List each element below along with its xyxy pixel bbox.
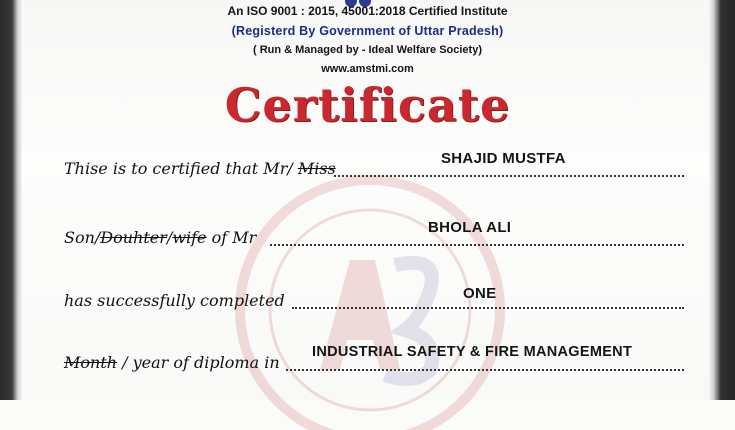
name-dotted-line: [334, 175, 684, 177]
managed-by-line: ( Run & Managed by - Ideal Welfare Society): [252, 44, 482, 56]
website-line: www.amstmi.com: [321, 63, 414, 75]
left-border: [0, 0, 22, 400]
completed-label: has successfully completed: [64, 291, 285, 310]
certificate-title: Certificate: [224, 78, 511, 132]
parent-label: Son/Douhter/wife of Mr: [64, 228, 257, 247]
completed-dotted-line: [292, 307, 684, 309]
parent-dotted-line: [270, 244, 684, 246]
diploma-label: Month / year of diploma in: [64, 353, 280, 372]
name-value: SHAJID MUSTFA: [441, 150, 566, 167]
certification-line: An ISO 9001 : 2015, 45001:2018 Certified Institute: [227, 4, 508, 18]
registration-line: (Registerd By Government of Uttar Pradesh): [231, 24, 504, 38]
struck-miss: Miss: [297, 159, 336, 178]
parent-value: BHOLA ALI: [428, 219, 512, 236]
diploma-value: INDUSTRIAL SAFETY & FIRE MANAGEMENT: [312, 344, 633, 360]
diploma-dotted-line: [286, 369, 684, 371]
name-label: Thise is to certified that Mr/ Miss: [64, 159, 336, 178]
completed-value: ONE: [463, 285, 497, 302]
right-border: [709, 0, 735, 400]
